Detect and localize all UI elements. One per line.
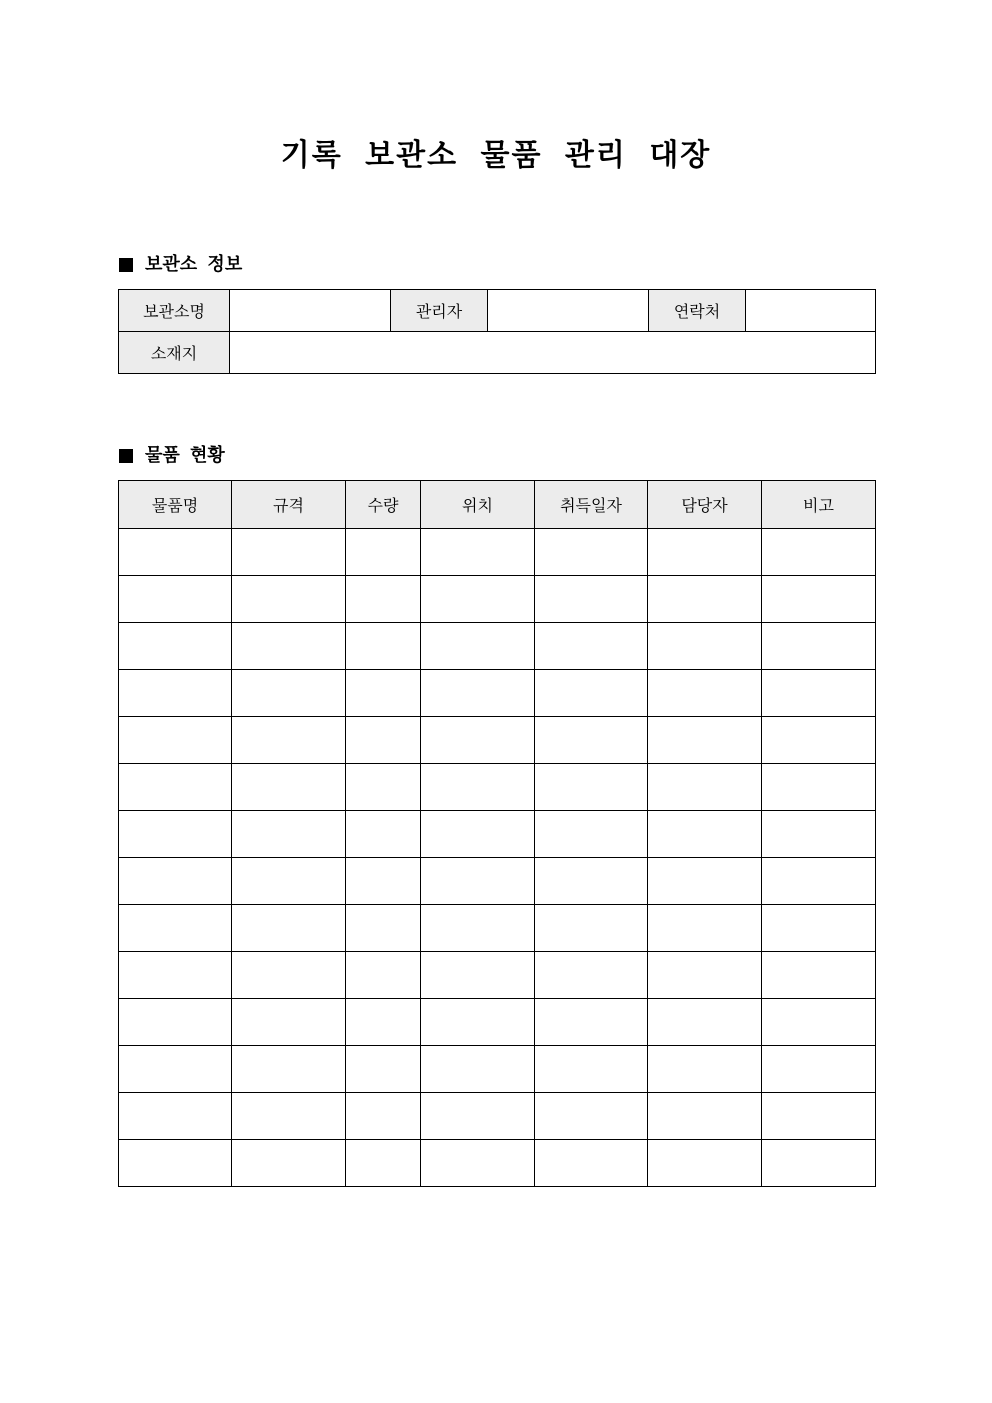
acquired-date-cell[interactable]: [535, 952, 648, 999]
person-in-charge-cell[interactable]: [648, 1046, 762, 1093]
item-name-cell[interactable]: [119, 529, 232, 576]
storage-name-label: 보관소명: [119, 290, 230, 332]
table-row: [119, 905, 876, 952]
acquired-date-cell[interactable]: [535, 999, 648, 1046]
person-in-charge-cell[interactable]: [648, 1093, 762, 1140]
acquired-date-cell[interactable]: [535, 1046, 648, 1093]
spec-cell[interactable]: [232, 811, 346, 858]
location-cell[interactable]: [421, 576, 535, 623]
column-header-person-in-charge: 담당자: [648, 481, 762, 529]
remarks-cell[interactable]: [762, 764, 876, 811]
column-header-remarks: 비고: [762, 481, 876, 529]
location-cell[interactable]: [421, 529, 535, 576]
square-bullet-icon: [119, 258, 133, 272]
quantity-cell[interactable]: [346, 1093, 421, 1140]
location-cell[interactable]: [421, 999, 535, 1046]
item-name-cell[interactable]: [119, 858, 232, 905]
item-name-cell[interactable]: [119, 1046, 232, 1093]
spec-cell[interactable]: [232, 952, 346, 999]
column-header-acquired-date: 취득일자: [535, 481, 648, 529]
quantity-cell[interactable]: [346, 811, 421, 858]
storage-info-heading: [119, 253, 242, 277]
quantity-cell[interactable]: [346, 1140, 421, 1187]
manager-field[interactable]: [488, 290, 649, 332]
location-cell[interactable]: [421, 858, 535, 905]
quantity-cell[interactable]: [346, 1046, 421, 1093]
person-in-charge-cell[interactable]: [648, 717, 762, 764]
location-cell[interactable]: [421, 952, 535, 999]
person-in-charge-cell[interactable]: [648, 623, 762, 670]
storage-info-heading-text: 보관소 정보: [145, 254, 243, 275]
acquired-date-cell[interactable]: [535, 858, 648, 905]
acquired-date-cell[interactable]: [535, 1093, 648, 1140]
column-header-location: 위치: [421, 481, 535, 529]
item-name-cell[interactable]: [119, 576, 232, 623]
storage-info-row-2: [119, 332, 876, 374]
column-header-item-name: 물품명: [119, 481, 232, 529]
table-row: [119, 952, 876, 999]
person-in-charge-cell[interactable]: [648, 952, 762, 999]
quantity-cell[interactable]: [346, 858, 421, 905]
table-row: [119, 858, 876, 905]
square-bullet-icon: [119, 449, 133, 463]
spec-cell[interactable]: [232, 905, 346, 952]
spec-cell[interactable]: [232, 858, 346, 905]
remarks-cell[interactable]: [762, 623, 876, 670]
spec-cell[interactable]: [232, 623, 346, 670]
storage-name-field[interactable]: [230, 290, 391, 332]
storage-info-row-1: [119, 290, 876, 332]
location-cell[interactable]: [421, 1046, 535, 1093]
remarks-cell[interactable]: [762, 1140, 876, 1187]
item-name-cell[interactable]: [119, 1093, 232, 1140]
item-name-cell[interactable]: [119, 764, 232, 811]
acquired-date-cell[interactable]: [535, 623, 648, 670]
acquired-date-cell[interactable]: [535, 717, 648, 764]
location-cell[interactable]: [421, 1140, 535, 1187]
remarks-cell[interactable]: [762, 1093, 876, 1140]
acquired-date-cell[interactable]: [535, 529, 648, 576]
spec-cell[interactable]: [232, 717, 346, 764]
quantity-cell[interactable]: [346, 529, 421, 576]
quantity-cell[interactable]: [346, 905, 421, 952]
items-header-row: [119, 481, 876, 529]
spec-cell[interactable]: [232, 576, 346, 623]
quantity-cell[interactable]: [346, 952, 421, 999]
remarks-cell[interactable]: [762, 858, 876, 905]
remarks-cell[interactable]: [762, 905, 876, 952]
table-row: [119, 999, 876, 1046]
item-name-cell[interactable]: [119, 952, 232, 999]
acquired-date-cell[interactable]: [535, 811, 648, 858]
manager-label: 관리자: [391, 290, 488, 332]
remarks-cell[interactable]: [762, 811, 876, 858]
items-body: [119, 529, 876, 1187]
quantity-cell[interactable]: [346, 623, 421, 670]
acquired-date-cell[interactable]: [535, 576, 648, 623]
table-row: [119, 811, 876, 858]
person-in-charge-cell[interactable]: [648, 764, 762, 811]
acquired-date-cell[interactable]: [535, 1140, 648, 1187]
person-in-charge-cell[interactable]: [648, 905, 762, 952]
column-header-spec: 규격: [232, 481, 346, 529]
location-cell[interactable]: [421, 1093, 535, 1140]
item-name-cell[interactable]: [119, 623, 232, 670]
contact-field[interactable]: [746, 290, 876, 332]
spec-cell[interactable]: [232, 670, 346, 717]
items-table: [118, 480, 876, 1187]
item-name-cell[interactable]: [119, 999, 232, 1046]
quantity-cell[interactable]: [346, 576, 421, 623]
table-row: [119, 717, 876, 764]
person-in-charge-cell[interactable]: [648, 811, 762, 858]
person-in-charge-cell[interactable]: [648, 670, 762, 717]
spec-cell[interactable]: [232, 1046, 346, 1093]
address-label: 소재지: [119, 332, 230, 374]
location-cell[interactable]: [421, 905, 535, 952]
table-row: [119, 623, 876, 670]
spec-cell[interactable]: [232, 764, 346, 811]
item-name-cell[interactable]: [119, 670, 232, 717]
item-name-cell[interactable]: [119, 717, 232, 764]
item-name-cell[interactable]: [119, 1140, 232, 1187]
person-in-charge-cell[interactable]: [648, 999, 762, 1046]
spec-cell[interactable]: [232, 999, 346, 1046]
contact-label: 연락처: [649, 290, 746, 332]
location-cell[interactable]: [421, 717, 535, 764]
address-field[interactable]: [230, 332, 876, 374]
remarks-cell[interactable]: [762, 999, 876, 1046]
person-in-charge-cell[interactable]: [648, 529, 762, 576]
acquired-date-cell[interactable]: [535, 670, 648, 717]
remarks-cell[interactable]: [762, 529, 876, 576]
column-header-quantity: 수량: [346, 481, 421, 529]
quantity-cell[interactable]: [346, 717, 421, 764]
items-heading-text: 물품 현황: [145, 445, 225, 466]
table-row: [119, 529, 876, 576]
location-cell[interactable]: [421, 764, 535, 811]
remarks-cell[interactable]: [762, 717, 876, 764]
person-in-charge-cell[interactable]: [648, 576, 762, 623]
table-row: [119, 764, 876, 811]
storage-info-table: [118, 289, 876, 374]
person-in-charge-cell[interactable]: [648, 858, 762, 905]
table-row: [119, 576, 876, 623]
acquired-date-cell[interactable]: [535, 905, 648, 952]
table-row: [119, 1093, 876, 1140]
remarks-cell[interactable]: [762, 576, 876, 623]
quantity-cell[interactable]: [346, 999, 421, 1046]
spec-cell[interactable]: [232, 1093, 346, 1140]
quantity-cell[interactable]: [346, 670, 421, 717]
document-title: 기록 보관소 물품 관리 대장: [280, 138, 712, 173]
table-row: [119, 1140, 876, 1187]
person-in-charge-cell[interactable]: [648, 1140, 762, 1187]
location-cell[interactable]: [421, 623, 535, 670]
quantity-cell[interactable]: [346, 764, 421, 811]
spec-cell[interactable]: [232, 529, 346, 576]
remarks-cell[interactable]: [762, 670, 876, 717]
items-heading: [119, 444, 225, 468]
spec-cell[interactable]: [232, 1140, 346, 1187]
acquired-date-cell[interactable]: [535, 764, 648, 811]
table-row: [119, 1046, 876, 1093]
remarks-cell[interactable]: [762, 952, 876, 999]
remarks-cell[interactable]: [762, 1046, 876, 1093]
location-cell[interactable]: [421, 811, 535, 858]
table-row: [119, 670, 876, 717]
item-name-cell[interactable]: [119, 905, 232, 952]
location-cell[interactable]: [421, 670, 535, 717]
item-name-cell[interactable]: [119, 811, 232, 858]
